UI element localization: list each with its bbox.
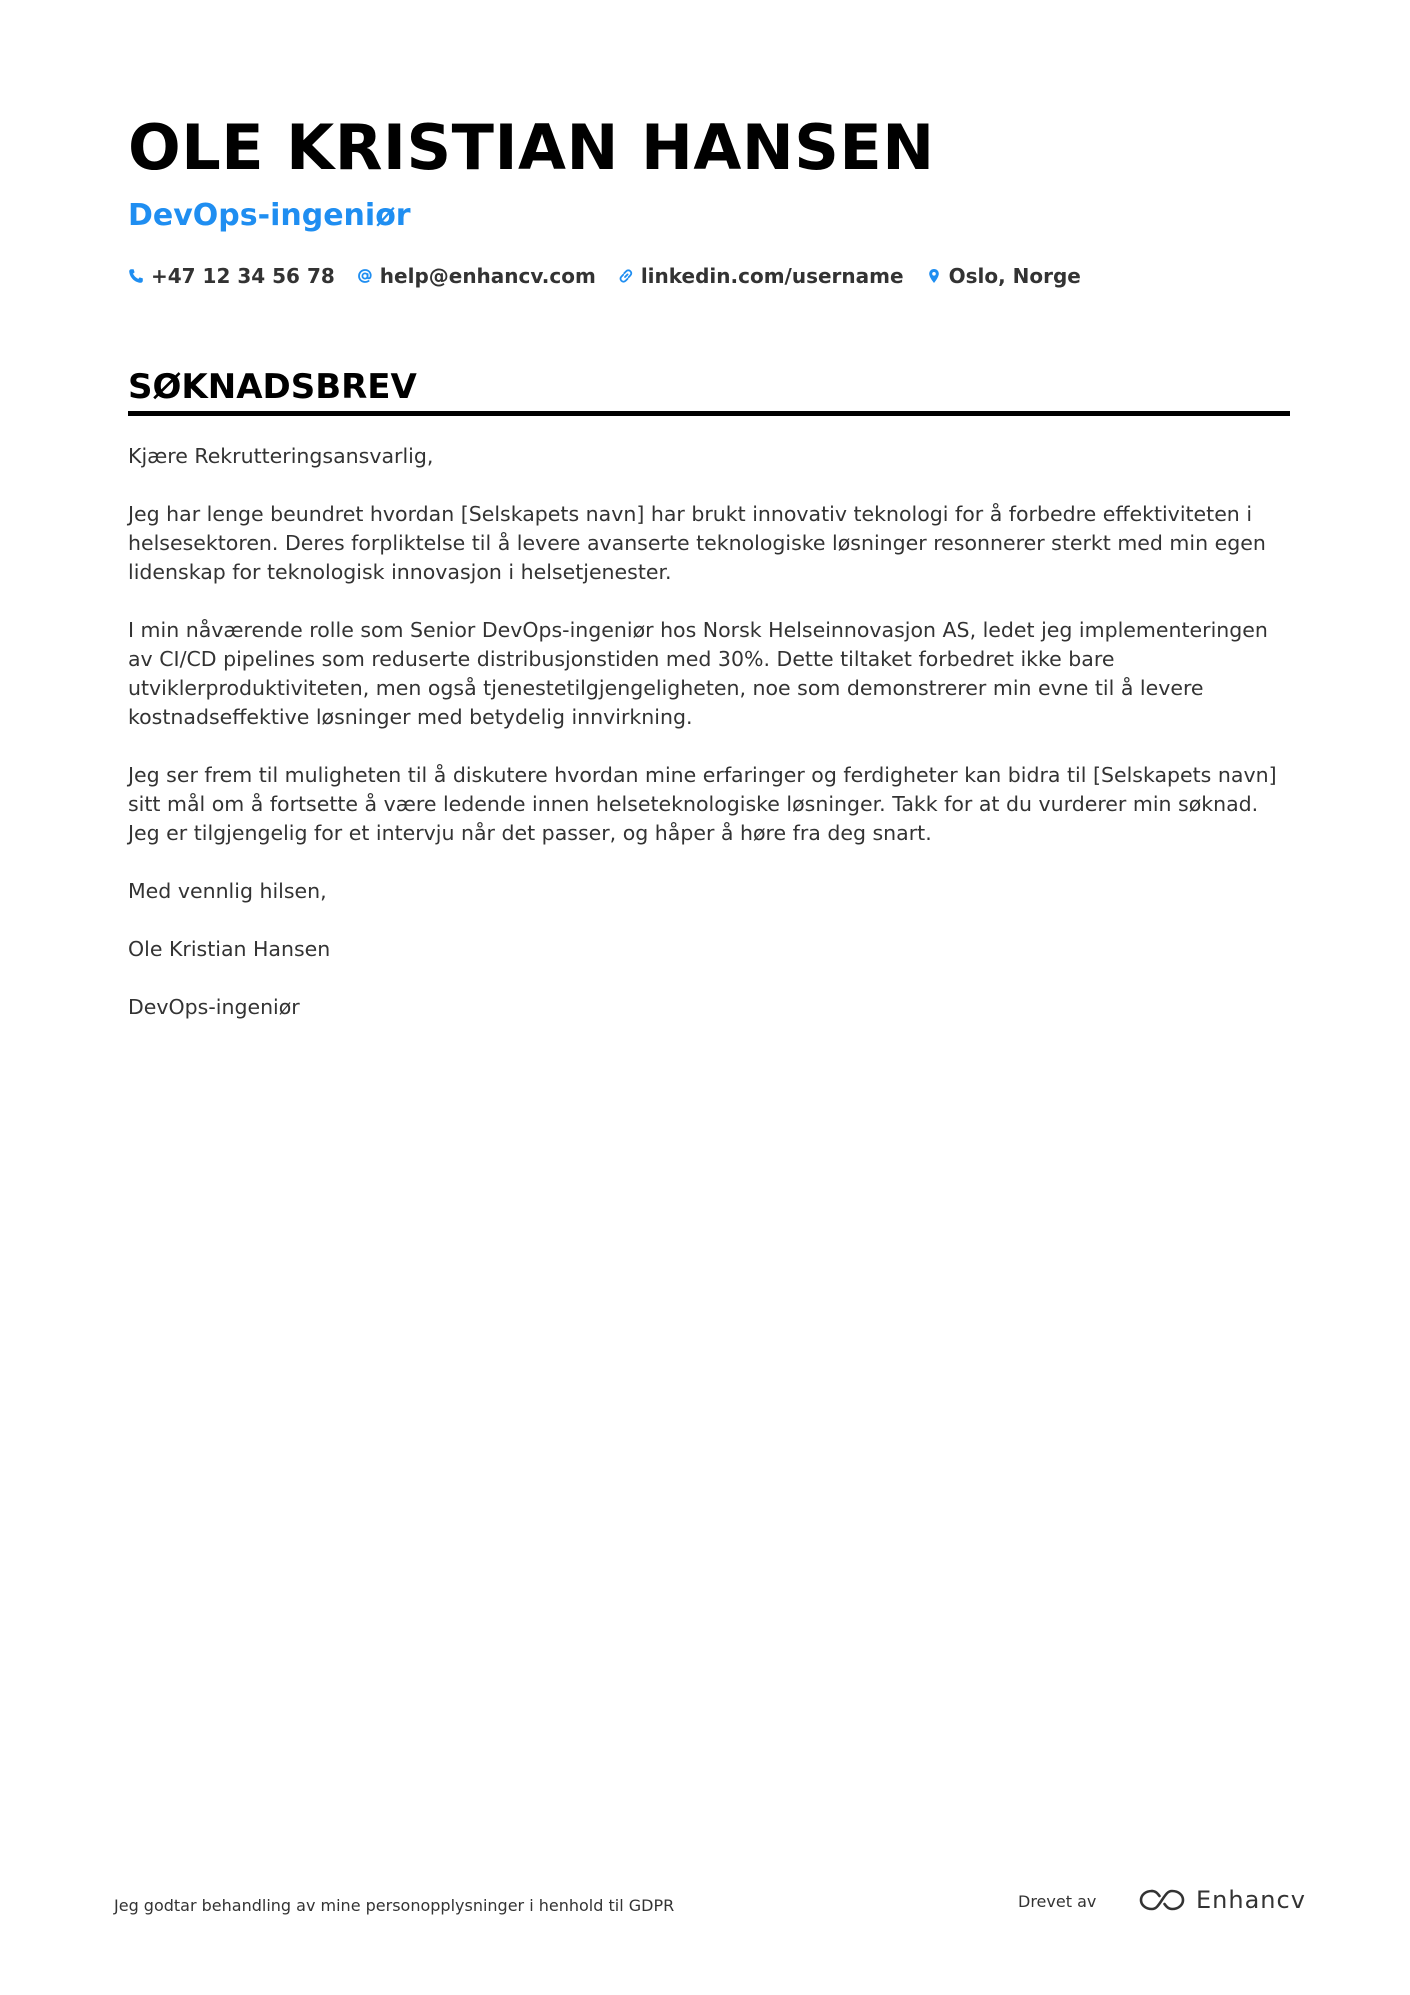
contact-bar (128, 264, 1288, 288)
location-text: Oslo, Norge (948, 264, 1081, 288)
contact-email[interactable] (357, 264, 596, 288)
letter-greeting: Kjære Rekrutteringsansvarlig, (128, 444, 434, 468)
header (128, 108, 1288, 288)
section-title: SØKNADSBREV (128, 365, 1290, 416)
letter-paragraph: I min nåværende rolle som Senior DevOps-ingeniør hos Norsk Helseinnovasjon AS, ledet jeg implementeringen av CI/CD pipelines som reduserte distribusjonstiden med 30%. Dette tiltaket forbedret ikke bare utviklerproduktiviteten, men også tjenestetilgjengeligheten, noe som demonstrerer min evne til å levere kostnadseffektive løsninger med betydelig innvirkning. (128, 618, 1268, 729)
letter-paragraph: Jeg ser frem til muligheten til å diskutere hvordan mine erfaringer og ferdigheter kan bidra til [Selskapets navn] sitt mål om å fortsette å være ledende innen helseteknologiske løsninger. Takk for at du vurderer min søknad. Jeg er tilgjengelig for et intervju når det passer, og håper å høre fra deg snart. (128, 763, 1277, 845)
letter-body (128, 442, 1290, 1022)
candidate-name: OLE KRISTIAN HANSEN (128, 111, 935, 184)
footer (114, 1880, 1306, 1930)
candidate-title: DevOps-ingeniør (128, 198, 411, 233)
gdpr-consent-text: Jeg godtar behandling av mine personopplysninger i henhold til GDPR (114, 1896, 675, 1915)
email-address[interactable]: help@enhancv.com (379, 264, 596, 288)
powered-by-label: Drevet av (1018, 1892, 1097, 1911)
signature-title: DevOps-ingeniør (128, 995, 300, 1019)
contact-linkedin[interactable] (618, 264, 904, 288)
letter-paragraph: Jeg har lenge beundret hvordan [Selskapets navn] har brukt innovativ teknologi for å forbedre effektiviteten i helsesektoren. Deres forpliktelse til å levere avanserte teknologiske løsninger resonnerer sterkt med min egen lidenskap for teknologisk innovasjon i helsetjenester. (128, 502, 1266, 584)
brand-link[interactable] (1138, 1886, 1306, 1914)
brand-name[interactable]: Enhancv (1196, 1886, 1306, 1914)
enhancv-logo-icon (1138, 1887, 1186, 1913)
contact-location (926, 264, 1081, 288)
phone-icon (128, 268, 144, 284)
signature-name: Ole Kristian Hansen (128, 937, 331, 961)
map-pin-icon (926, 268, 942, 284)
phone-number: +47 12 34 56 78 (151, 264, 335, 288)
linkedin-url[interactable]: linkedin.com/username (640, 264, 904, 288)
cover-letter-section (128, 365, 1290, 1051)
letter-closing: Med vennlig hilsen, (128, 879, 327, 903)
contact-phone (128, 264, 335, 288)
at-icon (357, 268, 373, 284)
link-icon (618, 268, 634, 284)
